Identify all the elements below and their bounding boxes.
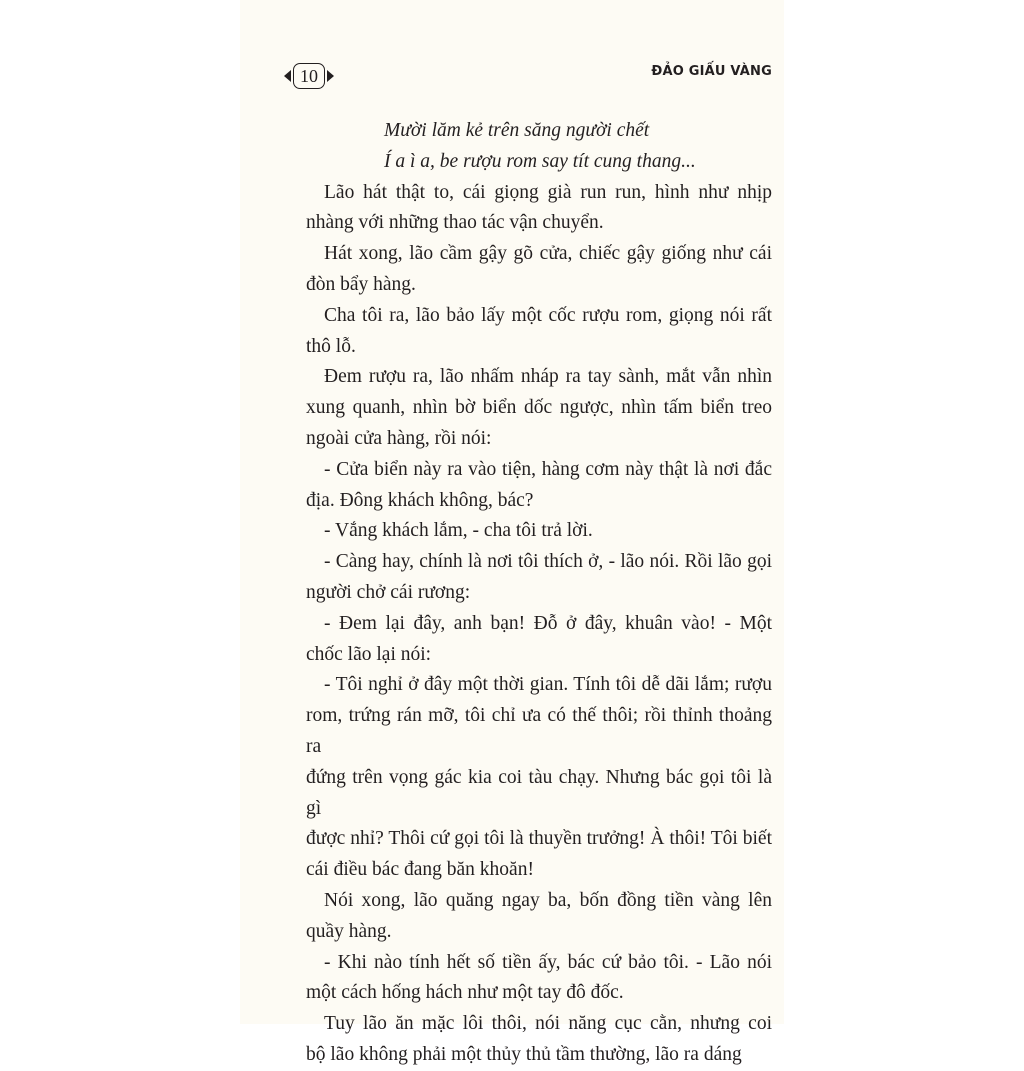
text-line: địa. Đông khách không, bác? [306, 489, 534, 511]
paragraph [306, 178, 772, 240]
text-line: xung quanh, nhìn bờ biển dốc ngược, nhìn tấm biển treo [306, 397, 772, 419]
text-line: đứng trên vọng gác kia coi tàu chạy. Nhưng bác gọi tôi là gì [306, 766, 772, 819]
text-line: - Đem lại đây, anh bạn! Đỗ ở đây, khuân vào! - Một [324, 612, 772, 634]
paragraph [306, 516, 772, 547]
paragraph [306, 547, 772, 609]
text-line: người chở cái rương: [306, 581, 471, 603]
text-line: bộ lão không phải một thủy thủ tầm thường, lão ra dáng [306, 1043, 742, 1065]
text-line: ngoài cửa hàng, rồi nói: [306, 427, 492, 449]
text-line: rom, trứng rán mỡ, tôi chỉ ưa có thế thôi; rồi thỉnh thoảng ra [306, 705, 772, 757]
paragraph [306, 948, 772, 1010]
text-line: thô lỗ. [306, 335, 356, 357]
triangle-right-icon [327, 70, 334, 82]
paragraph [306, 609, 772, 671]
text-line: được nhỉ? Thôi cứ gọi tôi là thuyền trưởng! À thôi! Tôi biết [306, 828, 772, 850]
paragraph [306, 1009, 772, 1071]
text-line: Tuy lão ăn mặc lôi thôi, nói năng cục cằn, nhưng coi [324, 1013, 772, 1035]
paragraph [306, 670, 772, 886]
text-line: Đem rượu ra, lão nhấm nháp ra tay sành, mắt vẫn nhìn [324, 366, 772, 388]
page-header [284, 62, 772, 92]
text-line: - Tôi nghỉ ở đây một thời gian. Tính tôi dễ dãi lắm; rượu [324, 674, 772, 696]
paragraph [306, 362, 772, 454]
triangle-left-icon [284, 70, 291, 82]
running-title: ĐẢO GIẤU VÀNG [651, 64, 772, 79]
text-line: - Cửa biển này ra vào tiện, hàng cơm này thật là nơi đắc [324, 458, 772, 480]
verse-line: Í a ì a, be rượu rom say tít cung thang... [384, 150, 696, 172]
text-line: một cách hống hách như một tay đô đốc. [306, 982, 624, 1004]
paragraph [306, 239, 772, 301]
text-line: Cha tôi ra, lão bảo lấy một cốc rượu rom, giọng nói rất [324, 304, 772, 326]
paragraph [306, 455, 772, 517]
text-line: quầy hàng. [306, 920, 392, 942]
body-text [306, 116, 772, 1071]
text-line: cái điều bác đang băn khoăn! [306, 859, 534, 881]
text-line: đòn bẩy hàng. [306, 273, 416, 295]
verse-line: Mười lăm kẻ trên săng người chết [384, 120, 650, 141]
paragraph [306, 301, 772, 363]
text-line: - Khi nào tính hết số tiền ấy, bác cứ bảo tôi. - Lão nói [324, 951, 772, 973]
text-line: chốc lão lại nói: [306, 643, 432, 665]
text-line: Hát xong, lão cầm gậy gõ cửa, chiếc gậy giống như cái [324, 243, 772, 265]
text-line: nhàng với những thao tác vận chuyển. [306, 212, 604, 234]
paragraph [306, 886, 772, 948]
text-line: - Càng hay, chính là nơi tôi thích ở, - lão nói. Rồi lão gọi [324, 551, 772, 573]
page-number: 10 [293, 63, 325, 89]
text-line: Nói xong, lão quăng ngay ba, bốn đồng tiền vàng lên [324, 889, 772, 911]
text-line: Lão hát thật to, cái giọng già run run, hình như nhịp [324, 181, 772, 203]
text-line: - Vắng khách lắm, - cha tôi trả lời. [324, 520, 593, 542]
page-number-badge [284, 62, 334, 90]
